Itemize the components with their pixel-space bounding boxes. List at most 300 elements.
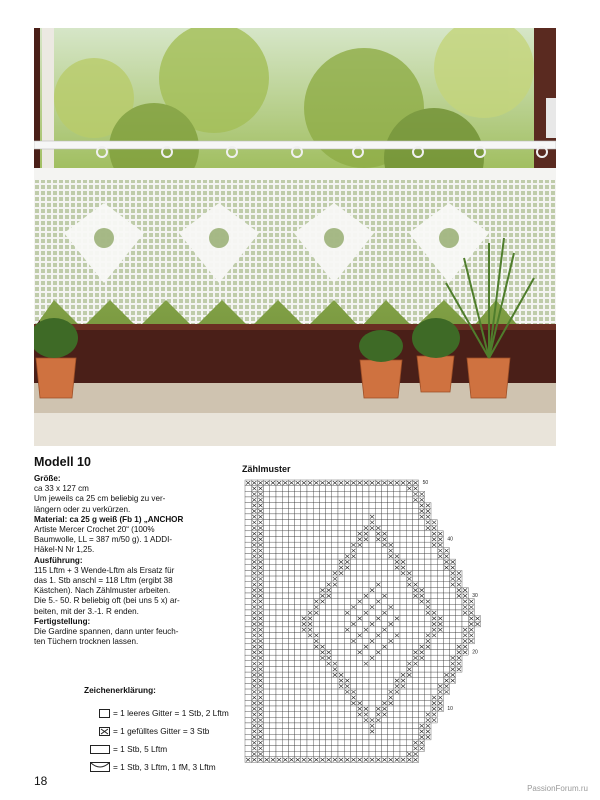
chart-cell <box>363 689 369 695</box>
chart-cell <box>264 683 270 689</box>
chart-cell <box>245 610 251 616</box>
chart-cell <box>307 520 313 526</box>
chart-cell <box>369 678 375 684</box>
chart-cell <box>400 599 406 605</box>
chart-cell <box>363 582 369 588</box>
chart-cell <box>276 751 282 757</box>
chart-cell <box>344 576 350 582</box>
chart-cell <box>319 491 325 497</box>
chart-cell <box>313 666 319 672</box>
chart-cell <box>375 627 381 633</box>
chart-cell <box>363 633 369 639</box>
chart-cell <box>388 599 394 605</box>
chart-cell <box>332 531 338 537</box>
chart-cell <box>406 683 412 689</box>
chart-cell <box>350 576 356 582</box>
chart-cell <box>344 723 350 729</box>
chart-cell <box>326 627 332 633</box>
chart-cell <box>319 729 325 735</box>
chart-cell <box>301 531 307 537</box>
chart-cell <box>270 593 276 599</box>
chart-cell <box>282 723 288 729</box>
chart-cell <box>400 531 406 537</box>
chart-cell <box>313 700 319 706</box>
legend-item-text: = 1 Stb, 5 Lftm <box>113 744 168 754</box>
chart-cell <box>301 576 307 582</box>
chart-cell <box>425 678 431 684</box>
chart-cell <box>245 497 251 503</box>
chart-cell <box>412 621 418 627</box>
chart-cell <box>295 672 301 678</box>
chart-cell <box>394 497 400 503</box>
chart-cell <box>338 689 344 695</box>
chart-cell <box>288 531 294 537</box>
execution-heading: Ausführung: <box>34 555 83 565</box>
chart-cell <box>456 599 462 605</box>
chart-cell <box>400 582 406 588</box>
chart-cell <box>425 565 431 571</box>
chart-cell <box>264 604 270 610</box>
chart-cell <box>264 650 270 656</box>
chart-cell <box>338 576 344 582</box>
chart-cell <box>245 655 251 661</box>
chart-cell <box>431 565 437 571</box>
chart-cell <box>245 548 251 554</box>
chart-cell <box>245 593 251 599</box>
chart-cell <box>350 740 356 746</box>
chart-cell <box>338 610 344 616</box>
chart-cell <box>369 542 375 548</box>
chart-cell <box>282 548 288 554</box>
chart-cell <box>270 553 276 559</box>
chart-cell <box>431 661 437 667</box>
material-line: Häkel-N Nr 1,25. <box>34 545 95 555</box>
chart-cell <box>388 723 394 729</box>
chart-cell <box>282 638 288 644</box>
chart-cell <box>276 553 282 559</box>
chart-cell <box>326 633 332 639</box>
chart-cell <box>288 604 294 610</box>
chart-cell <box>264 678 270 684</box>
chart-cell <box>412 542 418 548</box>
chart-cell <box>375 695 381 701</box>
chart-cell <box>400 650 406 656</box>
chart-cell <box>245 508 251 514</box>
chart-cell <box>375 553 381 559</box>
chart-cell <box>350 712 356 718</box>
chart-cell <box>344 520 350 526</box>
legend-item <box>84 740 264 758</box>
chart-cell <box>381 599 387 605</box>
chart-cell <box>313 548 319 554</box>
chart-cell <box>326 672 332 678</box>
chart-cell <box>326 683 332 689</box>
chart-cell <box>450 599 456 605</box>
chart-cell <box>332 695 338 701</box>
chart-cell <box>388 610 394 616</box>
chart-cell <box>313 514 319 520</box>
chart-cell <box>295 678 301 684</box>
chart-cell <box>388 520 394 526</box>
chart-cell <box>400 712 406 718</box>
chart-cell <box>344 593 350 599</box>
chart-cell <box>400 638 406 644</box>
chart-cell <box>313 751 319 757</box>
chart-cell <box>406 537 412 543</box>
chart-cell <box>375 486 381 492</box>
chart-cell <box>326 508 332 514</box>
chart-cell <box>288 751 294 757</box>
chart-cell <box>363 723 369 729</box>
chart-cell <box>425 689 431 695</box>
legend-item <box>84 722 264 740</box>
chart-cell <box>375 491 381 497</box>
chart-cell <box>400 542 406 548</box>
chart-cell <box>406 644 412 650</box>
chart-cell <box>363 751 369 757</box>
chart-cell <box>301 650 307 656</box>
chart-cell <box>301 525 307 531</box>
chart-cell <box>295 531 301 537</box>
chart-cell <box>326 491 332 497</box>
chart-cell <box>295 712 301 718</box>
chart-cell <box>412 520 418 526</box>
chart-cell <box>357 514 363 520</box>
chart-cell <box>394 520 400 526</box>
chart-cell <box>282 559 288 565</box>
chart-cell <box>412 531 418 537</box>
chart-cell <box>276 678 282 684</box>
row-label: 20 <box>472 649 478 656</box>
chart-cell <box>301 712 307 718</box>
chart-cell <box>245 559 251 565</box>
legend <box>84 685 264 776</box>
chart-cell <box>332 587 338 593</box>
chart-cell <box>412 706 418 712</box>
chart-cell <box>270 689 276 695</box>
chart-cell <box>350 491 356 497</box>
chart-cell <box>332 650 338 656</box>
chart-cell <box>307 740 313 746</box>
chart-cell <box>419 672 425 678</box>
size-line: längern oder zu verkürzen. <box>34 504 131 514</box>
chart-cell <box>338 717 344 723</box>
chart-cell <box>381 695 387 701</box>
finishing-line: ten Tüchern trocknen lassen. <box>34 637 139 647</box>
chart-cell <box>406 627 412 633</box>
chart-cell <box>363 497 369 503</box>
chart-cell <box>406 491 412 497</box>
chart-cell <box>419 700 425 706</box>
chart-cell <box>406 525 412 531</box>
chart-cell <box>332 740 338 746</box>
chart-cell <box>400 537 406 543</box>
chart-cell <box>307 531 313 537</box>
chart-cell <box>350 537 356 543</box>
chart-cell <box>375 559 381 565</box>
chart-cell <box>425 582 431 588</box>
chart-cell <box>276 525 282 531</box>
chart-cell <box>282 531 288 537</box>
chart-cell <box>307 525 313 531</box>
chart-cell <box>319 514 325 520</box>
chart-cell <box>375 576 381 582</box>
chart-cell <box>437 570 443 576</box>
chart-cell <box>369 503 375 509</box>
chart-cell <box>388 666 394 672</box>
chart-cell <box>282 565 288 571</box>
chart-cell <box>381 729 387 735</box>
chart-cell <box>350 486 356 492</box>
chart-cell <box>245 514 251 520</box>
chart-cell <box>375 570 381 576</box>
chart-cell <box>369 576 375 582</box>
chart-cell <box>425 655 431 661</box>
chart-cell <box>288 672 294 678</box>
chart-cell <box>357 695 363 701</box>
chart-cell <box>270 666 276 672</box>
chart-cell <box>394 576 400 582</box>
chart-cell <box>419 542 425 548</box>
chart-cell <box>307 706 313 712</box>
instructions <box>34 474 234 647</box>
chart-cell <box>245 751 251 757</box>
chart-cell <box>400 706 406 712</box>
chart-cell <box>400 587 406 593</box>
chart-cell <box>319 548 325 554</box>
chart-cell <box>264 486 270 492</box>
chart-cell <box>394 746 400 752</box>
chart-cell <box>388 565 394 571</box>
chart-cell <box>332 700 338 706</box>
chart-cell <box>344 706 350 712</box>
chart-cell <box>282 553 288 559</box>
chart-cell <box>363 514 369 520</box>
chart-cell <box>288 486 294 492</box>
chart-cell <box>332 689 338 695</box>
chart-cell <box>350 678 356 684</box>
chart-cell <box>307 593 313 599</box>
chart-cell <box>319 508 325 514</box>
chart-cell <box>381 508 387 514</box>
chart-cell <box>369 661 375 667</box>
chart-cell <box>295 593 301 599</box>
chart-cell <box>400 508 406 514</box>
chart-cell <box>295 599 301 605</box>
chart-cell <box>301 638 307 644</box>
chart-cell <box>350 666 356 672</box>
chart-cell <box>276 683 282 689</box>
chart-cell <box>344 582 350 588</box>
chart-cell <box>400 700 406 706</box>
chart-cell <box>245 712 251 718</box>
chart-cell <box>350 734 356 740</box>
chart-cell <box>288 729 294 735</box>
chart-cell <box>245 689 251 695</box>
chart-cell <box>363 565 369 571</box>
chart-cell <box>375 621 381 627</box>
chart-cell <box>270 508 276 514</box>
chart-cell <box>369 627 375 633</box>
chart-cell <box>270 559 276 565</box>
chart-cell <box>288 548 294 554</box>
chart-cell <box>381 633 387 639</box>
chart-cell <box>313 565 319 571</box>
chart-cell <box>375 751 381 757</box>
chart-cell <box>288 508 294 514</box>
chart-cell <box>369 570 375 576</box>
chart-cell <box>313 689 319 695</box>
chart-cell <box>357 661 363 667</box>
chart-cell <box>326 706 332 712</box>
chart-cell <box>245 672 251 678</box>
chart-cell <box>301 553 307 559</box>
chart-cell <box>388 559 394 565</box>
chart-cell <box>363 604 369 610</box>
chart-cell <box>332 604 338 610</box>
chart-cell <box>270 644 276 650</box>
chart-cell <box>319 678 325 684</box>
chart-cell <box>363 695 369 701</box>
chart-cell <box>301 593 307 599</box>
legend-item-text: = 1 leeres Gitter = 1 Stb, 2 Lftm <box>113 708 229 718</box>
chart-cell <box>388 537 394 543</box>
chart-cell <box>245 661 251 667</box>
chart-cell <box>344 542 350 548</box>
chart-cell <box>344 751 350 757</box>
chart-cell <box>332 610 338 616</box>
chart-cell <box>344 621 350 627</box>
chart-cell <box>307 486 313 492</box>
chart-cell <box>443 604 449 610</box>
chart-cell <box>425 576 431 582</box>
chart-cell <box>276 666 282 672</box>
execution-line: Die 5.- 50. R beliebig oft (bei uns 5 x) ar- <box>34 596 180 606</box>
chart-cell <box>307 491 313 497</box>
chart-cell <box>276 503 282 509</box>
chart-cell <box>425 706 431 712</box>
chart-cell <box>369 486 375 492</box>
chart-cell <box>363 666 369 672</box>
chart-cell <box>301 548 307 554</box>
chart-cell <box>326 638 332 644</box>
chart-cell <box>270 599 276 605</box>
chart-cell <box>307 599 313 605</box>
chart-cell <box>369 650 375 656</box>
chart-cell <box>282 604 288 610</box>
chart-cell <box>264 531 270 537</box>
chart-cell <box>264 565 270 571</box>
chart-cell <box>363 740 369 746</box>
chart-cell <box>394 740 400 746</box>
chart-cell <box>295 587 301 593</box>
chart-cell <box>450 587 456 593</box>
chart-cell <box>295 497 301 503</box>
chart-cell <box>338 553 344 559</box>
chart-cell <box>301 706 307 712</box>
chart-cell <box>350 751 356 757</box>
chart-cell <box>350 570 356 576</box>
chart-cell <box>381 650 387 656</box>
chart-cell <box>350 559 356 565</box>
crochet-chart <box>240 475 560 780</box>
chart-cell <box>264 655 270 661</box>
chart-cell <box>394 734 400 740</box>
chart-cell <box>344 661 350 667</box>
chart-cell <box>357 610 363 616</box>
chart-cell <box>357 520 363 526</box>
chart-cell <box>388 582 394 588</box>
chart-cell <box>394 514 400 520</box>
chart-cell <box>282 672 288 678</box>
chart-cell <box>270 734 276 740</box>
chart-cell <box>276 531 282 537</box>
chart-cell <box>326 559 332 565</box>
chart-cell <box>419 666 425 672</box>
chart-cell <box>319 542 325 548</box>
chart-cell <box>270 655 276 661</box>
chart-cell <box>357 683 363 689</box>
chart-cell <box>276 559 282 565</box>
material-line: Artiste Mercer Crochet 20“ (100% <box>34 525 155 535</box>
chart-cell <box>406 621 412 627</box>
chart-cell <box>431 570 437 576</box>
chart-cell <box>357 508 363 514</box>
chart-cell <box>437 582 443 588</box>
chart-cell <box>301 700 307 706</box>
chart-cell <box>443 655 449 661</box>
chart-cell <box>431 576 437 582</box>
chart-cell <box>443 582 449 588</box>
chart-cell <box>357 548 363 554</box>
chart-cell <box>388 661 394 667</box>
chart-cell <box>326 644 332 650</box>
chart-cell <box>288 593 294 599</box>
chart-cell <box>394 655 400 661</box>
chart-cell <box>307 503 313 509</box>
chart-cell <box>276 746 282 752</box>
chart-cell <box>319 565 325 571</box>
chart-cell <box>282 627 288 633</box>
chart-cell <box>301 508 307 514</box>
chart-cell <box>319 740 325 746</box>
chart-cell <box>245 531 251 537</box>
chart-cell <box>270 542 276 548</box>
chart-cell <box>363 491 369 497</box>
chart-cell <box>431 593 437 599</box>
chart-cell <box>245 627 251 633</box>
chart-cell <box>388 740 394 746</box>
chart-cell <box>282 537 288 543</box>
chart-cell <box>307 582 313 588</box>
chart-cell <box>369 666 375 672</box>
chart-cell <box>406 638 412 644</box>
chart-cell <box>338 627 344 633</box>
chart-cell <box>400 486 406 492</box>
chart-cell <box>357 746 363 752</box>
chart-cell <box>338 593 344 599</box>
chart-cell <box>412 672 418 678</box>
chart-cell <box>412 537 418 543</box>
chart-cell <box>295 689 301 695</box>
chart-cell <box>313 706 319 712</box>
chart-cell <box>443 661 449 667</box>
chart-cell <box>425 587 431 593</box>
chart-cell <box>338 734 344 740</box>
chart-cell <box>406 706 412 712</box>
chart-cell <box>319 633 325 639</box>
chart-cell <box>264 537 270 543</box>
